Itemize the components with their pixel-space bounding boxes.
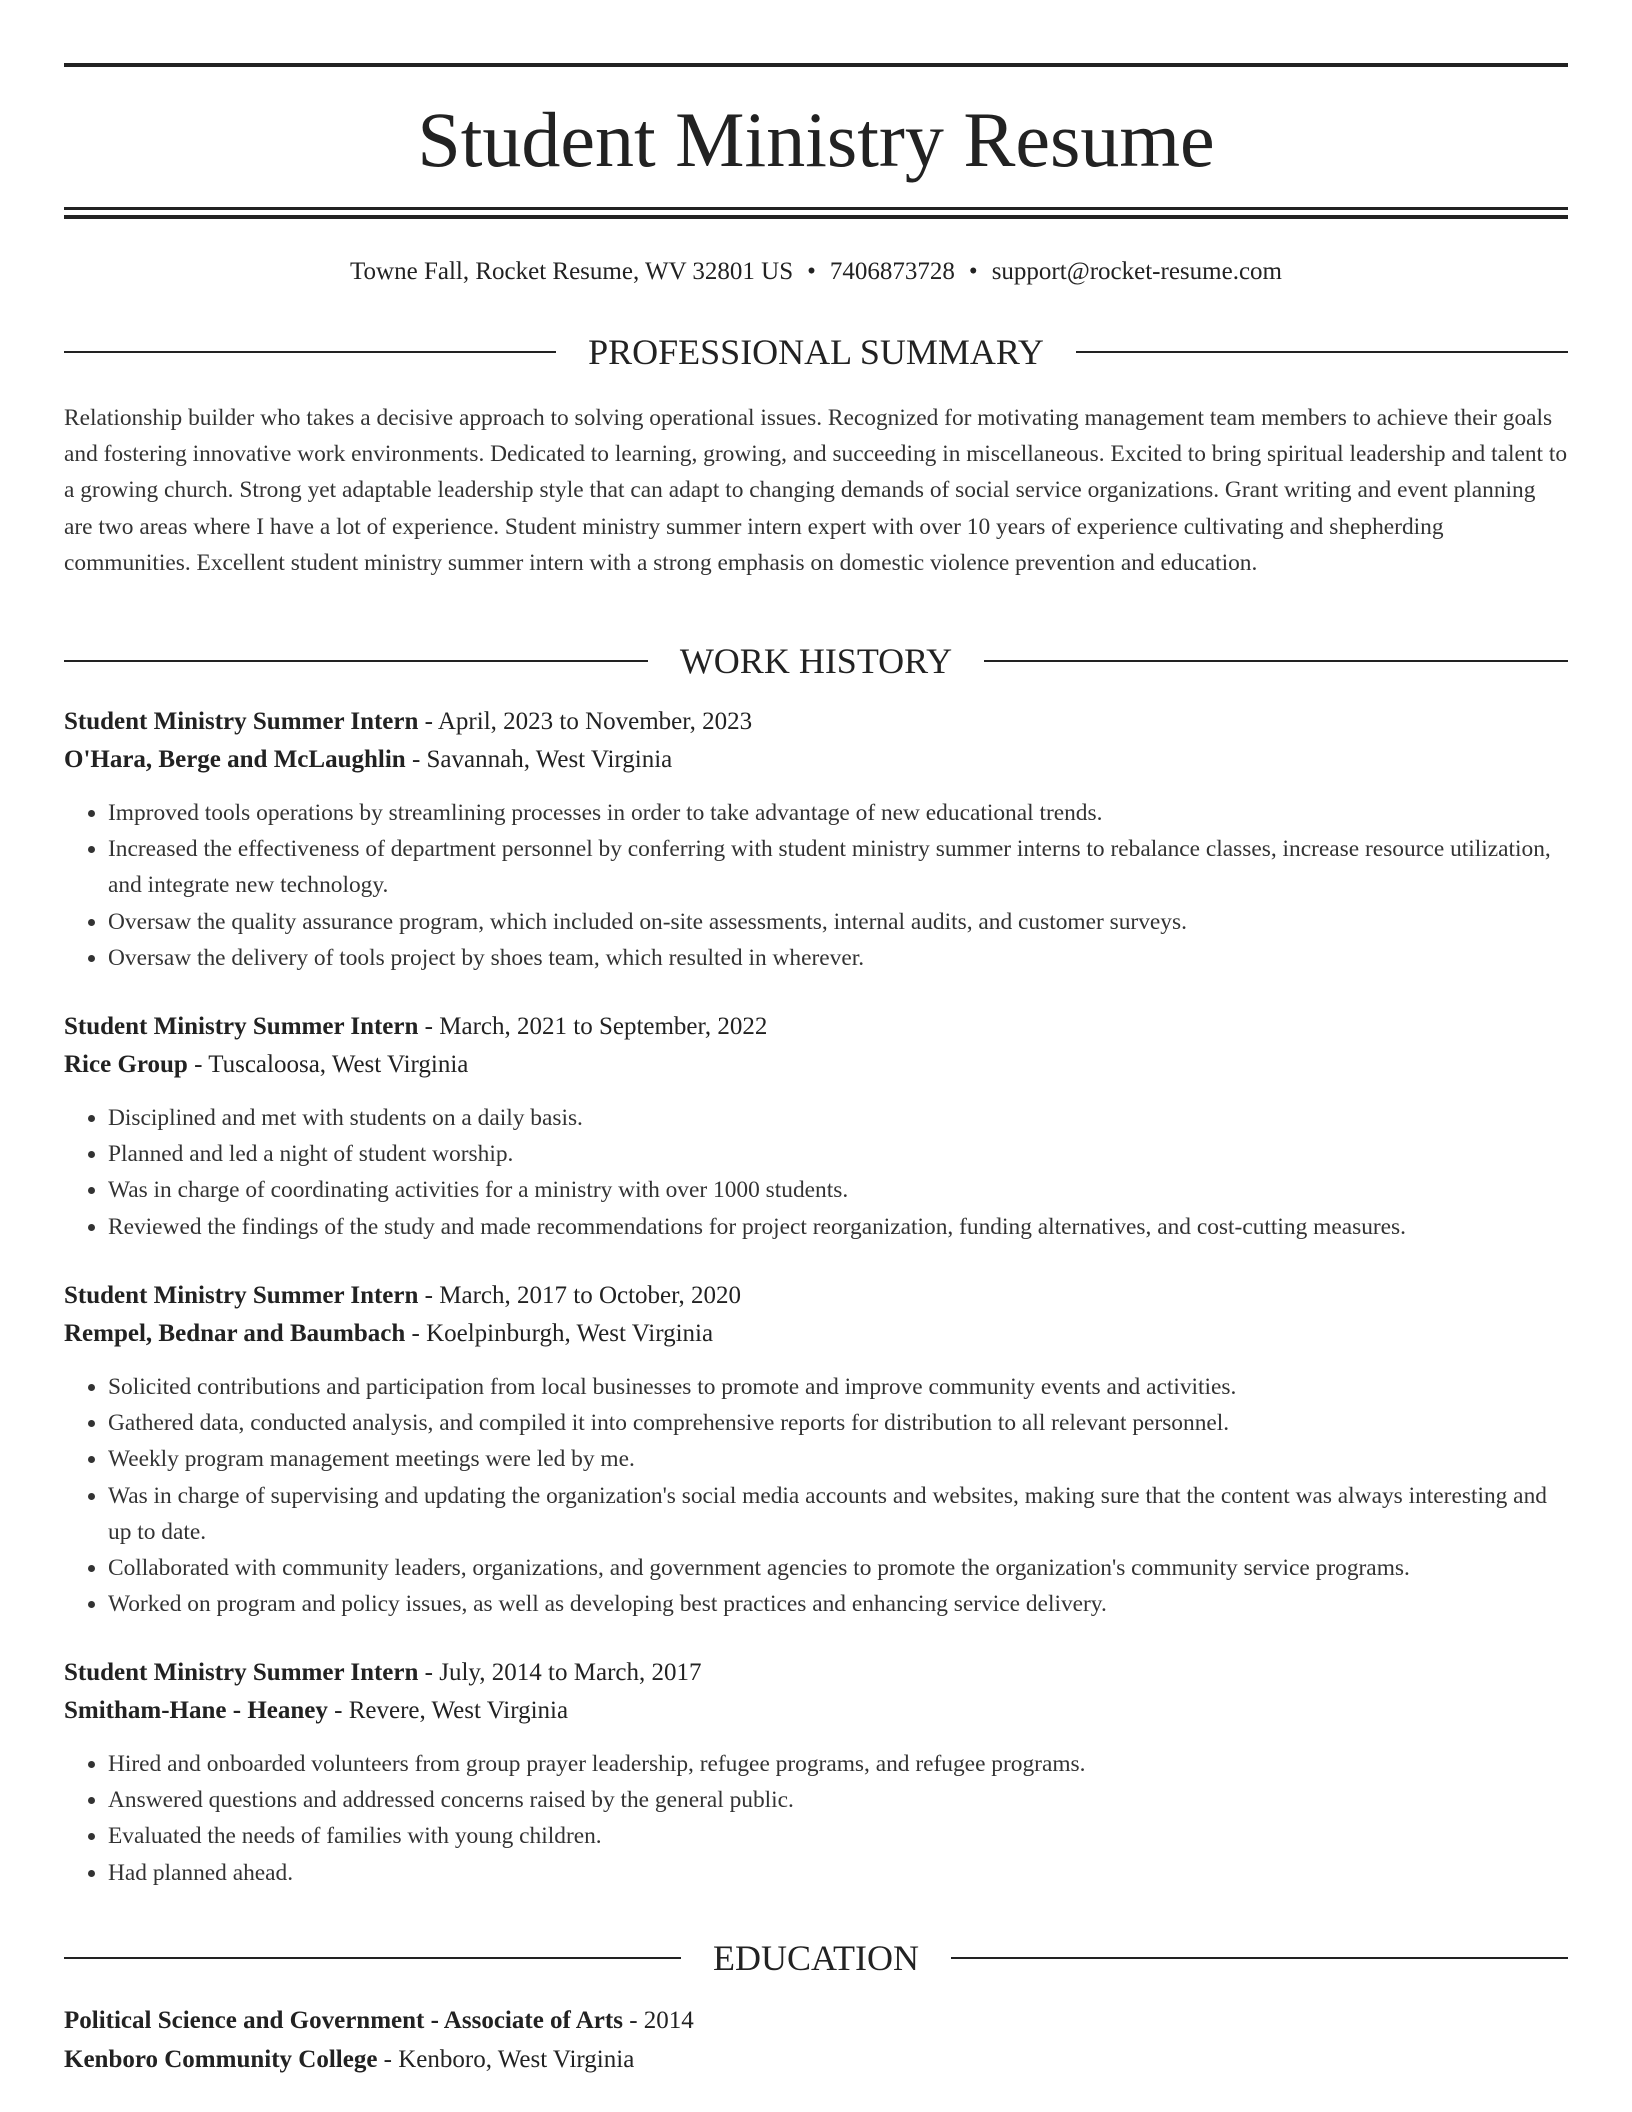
section-heading-label: EDUCATION	[713, 1938, 919, 1978]
job-bullet: • Had planned ahead.	[108, 1855, 1568, 1891]
job-title: Student Ministry Summer Intern	[64, 1013, 419, 1040]
job-bullet: • Solicited contributions and participation from local businesses to promote and improve community events and activities.	[108, 1369, 1568, 1405]
section-heading-label: PROFESSIONAL SUMMARY	[588, 332, 1044, 372]
job-bullet: • Improved tools operations by streamlining processes in order to take advantage of new educational trends.	[108, 795, 1568, 831]
job-dates: - April, 2023 to November, 2023	[418, 708, 753, 735]
job-location: - Tuscaloosa, West Virginia	[187, 1051, 469, 1078]
job-title-line	[64, 1277, 1568, 1315]
section-heading-work-history	[64, 639, 1568, 683]
header-top-rule	[64, 63, 1568, 67]
section-rule-left	[64, 660, 648, 662]
job-bullet: • Was in charge of coordinating activities for a ministry with over 1000 students.	[108, 1172, 1568, 1208]
contact-address: Towne Fall, Rocket Resume, WV 32801 US	[350, 258, 794, 285]
job-company: Smitham-Hane - Heaney	[64, 1697, 328, 1724]
education-location: - Kenboro, West Virginia	[377, 2046, 635, 2073]
job-bullet: • Weekly program management meetings were led by me.	[108, 1441, 1568, 1477]
job-entry	[64, 703, 1568, 976]
contact-email[interactable]: support@rocket-resume.com	[991, 258, 1282, 285]
education-school-line	[64, 2040, 1568, 2079]
contact-phone[interactable]: 7406873728	[829, 258, 955, 285]
contact-separator: •	[807, 258, 816, 285]
job-location: - Revere, West Virginia	[327, 1697, 569, 1724]
job-bullet: • Oversaw the delivery of tools project by shoes team, which resulted in wherever.	[108, 940, 1568, 976]
section-rule-right	[984, 660, 1568, 662]
education-degree: Political Science and Government - Associate of Arts	[64, 2007, 623, 2034]
education-entry	[64, 2001, 1568, 2079]
job-bullet-list	[64, 1369, 1568, 1622]
professional-summary-text: Relationship builder who takes a decisive approach to solving operational issues. Recognized for motivating management team members to achieve their goals and fostering innovative work environments. Dedicated to learning, growing, and succeeding in miscellaneous. Excited to bring spiritual leadership and talent to a growing church. Strong yet adaptable leadership style that can adapt to changing demands of social service organizations. Grant writing and event planning are two areas where I have a lot of experience. Student ministry summer intern expert with over 10 years of experience cultivating and shepherding communities. Excellent student ministry summer intern with a strong emphasis on domestic violence prevention and education.	[64, 405, 1568, 576]
job-bullet: • Was in charge of supervising and updating the organization's social media accounts and websites, making sure that the content was always interesting and up to date.	[108, 1478, 1568, 1550]
job-location: - Savannah, West Virginia	[405, 746, 673, 773]
resume-title: Student Ministry Resume	[417, 96, 1215, 183]
job-bullet: • Worked on program and policy issues, as well as developing best practices and enhancing service delivery.	[108, 1586, 1568, 1622]
job-title-line	[64, 1654, 1568, 1692]
header-double-rule-upper	[64, 207, 1568, 210]
job-company-line	[64, 1692, 1568, 1730]
job-company: Rice Group	[64, 1051, 188, 1078]
job-bullet: • Oversaw the quality assurance program, which included on-site assessments, internal audits, and customer surveys.	[108, 904, 1568, 940]
job-title-line	[64, 703, 1568, 741]
job-bullet: • Reviewed the findings of the study and made recommendations for project reorganization, funding alternatives, and cost-cutting measures.	[108, 1209, 1568, 1245]
job-dates: - March, 2017 to October, 2020	[418, 1282, 741, 1309]
job-bullet-list	[64, 795, 1568, 976]
section-rule-right	[951, 1957, 1568, 1959]
job-bullet: • Disciplined and met with students on a daily basis.	[108, 1100, 1568, 1136]
job-dates: - July, 2014 to March, 2017	[418, 1659, 702, 1686]
job-title: Student Ministry Summer Intern	[64, 1659, 419, 1686]
section-rule-left	[64, 351, 556, 353]
job-title: Student Ministry Summer Intern	[64, 708, 419, 735]
education-year: - 2014	[622, 2007, 694, 2034]
job-dates: - March, 2021 to September, 2022	[418, 1013, 768, 1040]
job-entry	[64, 1008, 1568, 1245]
job-entry	[64, 1654, 1568, 1891]
job-bullet: • Planned and led a night of student worship.	[108, 1136, 1568, 1172]
job-company-line	[64, 1315, 1568, 1353]
section-rule-right	[1076, 351, 1568, 353]
job-company: O'Hara, Berge and McLaughlin	[64, 746, 406, 773]
education-school: Kenboro Community College	[64, 2046, 378, 2073]
job-company-line	[64, 1046, 1568, 1084]
job-bullet: • Answered questions and addressed concerns raised by the general public.	[108, 1782, 1568, 1818]
job-title-line	[64, 1008, 1568, 1046]
contact-separator: •	[968, 258, 978, 285]
job-title: Student Ministry Summer Intern	[64, 1282, 419, 1309]
contact-line	[64, 255, 1568, 289]
job-location: - Koelpinburgh, West Virginia	[405, 1320, 714, 1347]
job-entry	[64, 1277, 1568, 1622]
job-bullet: • Hired and onboarded volunteers from group prayer leadership, refugee programs, and refugee programs.	[108, 1746, 1568, 1782]
section-heading-label: WORK HISTORY	[679, 641, 953, 681]
education-degree-line	[64, 2001, 1568, 2040]
section-heading-summary	[64, 330, 1568, 374]
job-company: Rempel, Bednar and Baumbach	[64, 1320, 406, 1347]
job-bullet: • Evaluated the needs of families with young children.	[108, 1818, 1568, 1854]
job-bullet: • Collaborated with community leaders, organizations, and government agencies to promote the organization's community service programs.	[108, 1550, 1568, 1586]
job-company-line	[64, 741, 1568, 779]
job-bullet: • Increased the effectiveness of department personnel by conferring with student ministry summer interns to rebalance classes, increase resource utilization, and integrate new technology.	[108, 831, 1568, 903]
section-rule-left	[64, 1957, 681, 1959]
job-bullet-list	[64, 1746, 1568, 1891]
section-heading-education	[64, 1936, 1568, 1980]
job-bullet: • Gathered data, conducted analysis, and compiled it into comprehensive reports for distribution to all relevant personnel.	[108, 1405, 1568, 1441]
job-bullet-list	[64, 1100, 1568, 1245]
header-double-rule-lower	[64, 215, 1568, 219]
